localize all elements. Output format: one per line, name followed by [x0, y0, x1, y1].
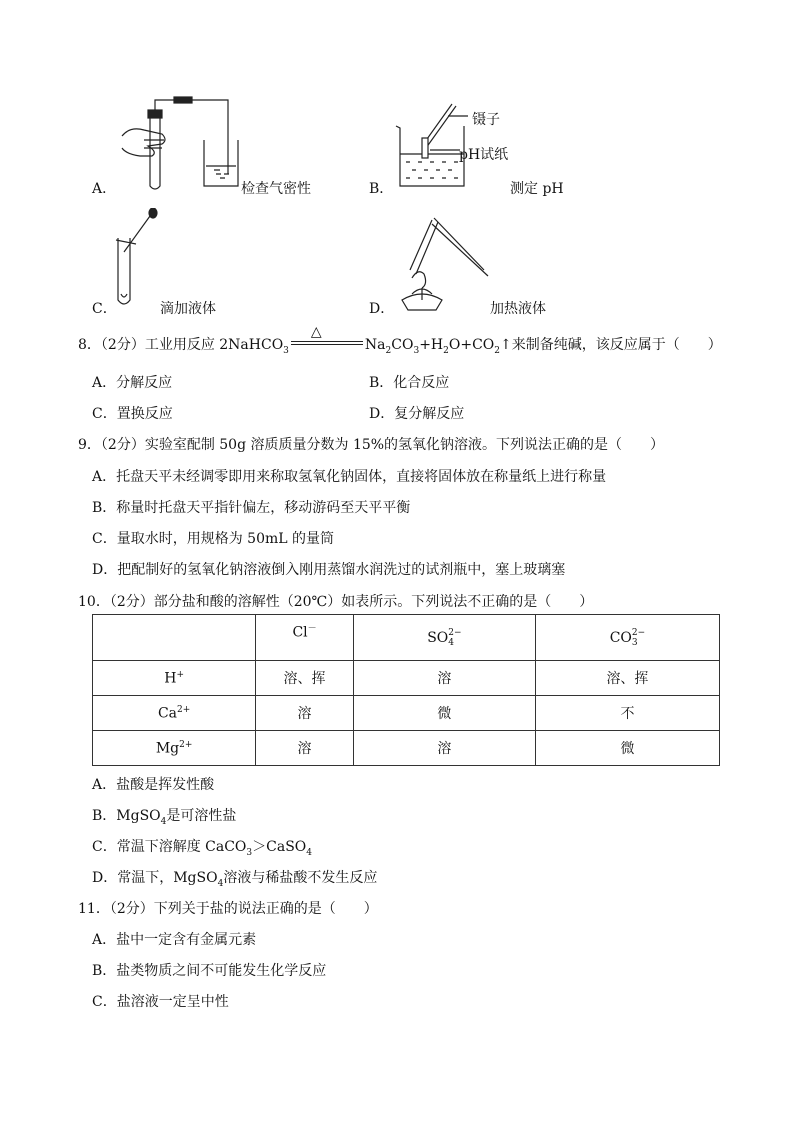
- table-cell: 不: [535, 696, 719, 731]
- table-corner-cell: [93, 615, 256, 661]
- table-cell: 微: [535, 731, 719, 766]
- q7-option-d-caption: 加热液体: [490, 301, 546, 317]
- table-cell: 溶: [353, 731, 535, 766]
- table-row: [93, 661, 720, 696]
- q7-option-a-caption: 检查气密性: [241, 181, 311, 197]
- q8-option-a: A．分解反应: [92, 375, 173, 391]
- table-cell: 溶: [256, 731, 354, 766]
- q8-option-b: B．化合反应: [369, 375, 450, 391]
- header-sulfate: SO 2− 4: [353, 615, 535, 661]
- q7-option-d-letter: D．: [369, 301, 395, 317]
- heating-condition: △: [310, 324, 322, 340]
- q10-stem: 10．（2分）部分盐和酸的溶解性（20℃）如表所示。下列说法不正确的是（ ）: [78, 594, 594, 610]
- q9-option-d: D．把配制好的氢氧化钠溶液倒入刚用蒸馏水润洗过的试剂瓶中，塞上玻璃塞: [92, 562, 566, 578]
- q7-option-c-letter: C．: [92, 301, 117, 317]
- table-row: [93, 696, 720, 731]
- q9-option-c: C．量取水时，用规格为 50mL 的量筒: [92, 531, 334, 547]
- q11-option-c: C．盐溶液一定呈中性: [92, 994, 229, 1010]
- table-cell: 微: [353, 696, 535, 731]
- q7-option-b-caption: 测定 pH: [510, 181, 564, 197]
- q10-option-d: D．常温下，MgSO$_4$溶液与稀盐酸不发生反应: [92, 870, 378, 889]
- table-cell: 溶、挥: [535, 661, 719, 696]
- q9-option-a: A．托盘天平未经调零即用来称取氢氧化钠固体，直接将固体放在称量纸上进行称量: [92, 469, 607, 485]
- q9-stem: 9．（2分）实验室配制 50g 溶质质量分数为 15%的氢氧化钠溶液。下列说法正确的是（ ）: [78, 437, 665, 453]
- q9-option-b: B．称量时托盘天平指针偏左，移动游码至天平平衡: [92, 500, 411, 516]
- table-cell: 溶: [256, 696, 354, 731]
- q10-option-b: B．MgSO$_4$是可溶性盐: [92, 808, 237, 827]
- q8-option-c: C．置换反应: [92, 406, 173, 422]
- airtightness-check-figure: [112, 96, 252, 196]
- q11-option-b: B．盐类物质之间不可能发生化学反应: [92, 963, 327, 979]
- q8-option-d: D．复分解反应: [369, 406, 465, 422]
- table-cell: 溶、挥: [256, 661, 354, 696]
- dropping-liquid-figure: [112, 208, 162, 308]
- q7-option-a-letter: A．: [92, 181, 117, 197]
- ion-cell: $Mg^{2+}$: [93, 731, 256, 766]
- q8-stem: 8．（2分）工业用反应 2NaHCO$_3$ △ $Na_2CO_3+H_2O+CO_2↑$来制备纯碱，该反应属于（ ）: [78, 324, 722, 356]
- tweezers-label: 镊子: [472, 112, 500, 128]
- table-header-row: [93, 615, 720, 661]
- q10-option-c: C．常温下溶解度 CaCO$_3$＞CaSO$_4$: [92, 839, 313, 858]
- q7-option-b-letter: B．: [369, 181, 394, 197]
- ion-cell: H+: [93, 661, 256, 696]
- heating-liquid-figure: [392, 214, 492, 318]
- q11-option-a: A．盐中一定含有金属元素: [92, 932, 257, 948]
- q7-option-c-caption: 滴加液体: [160, 301, 216, 317]
- table-row: [93, 731, 720, 766]
- q10-option-a: A．盐酸是挥发性酸: [92, 777, 215, 793]
- table-cell: 溶: [353, 661, 535, 696]
- ph-paper-label: pH试纸: [459, 147, 509, 163]
- header-carbonate: CO 2− 3: [535, 615, 719, 661]
- header-chloride: Cl－: [256, 615, 354, 661]
- solubility-table: [92, 614, 720, 766]
- q11-stem: 11．（2分）下列关于盐的说法正确的是（ ）: [78, 901, 378, 917]
- ion-cell: $Ca^{2+}$: [93, 696, 256, 731]
